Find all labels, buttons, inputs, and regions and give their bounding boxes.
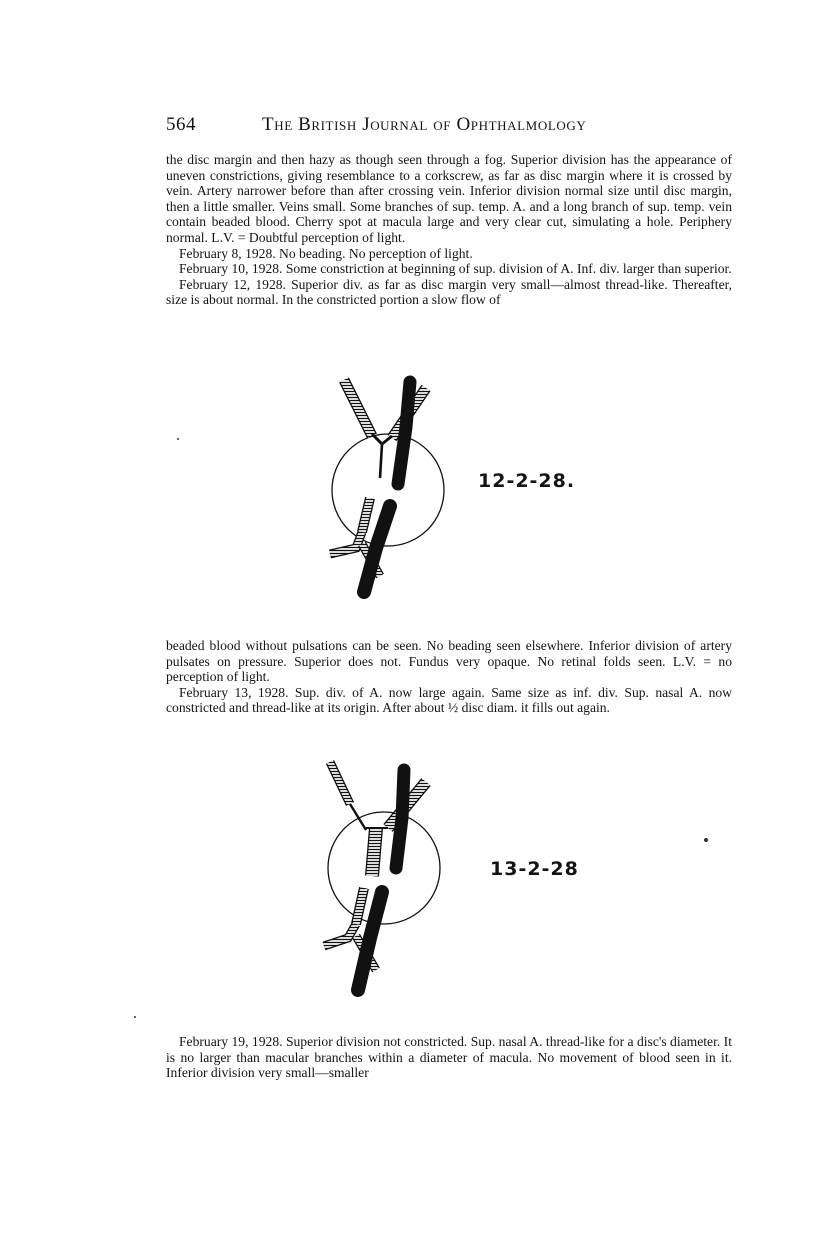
- fundus-sketch-12-2-28: [316, 372, 476, 600]
- figure-date-label: 13-2-28: [490, 858, 579, 880]
- artery-sup-temporal-branch: [344, 380, 372, 436]
- print-speck: [177, 438, 179, 440]
- case-notes-part-1: [166, 152, 732, 308]
- print-speck: [704, 838, 708, 842]
- case-notes-part-2: [166, 638, 732, 716]
- sup-nasal-thread-like-origin: [350, 804, 366, 830]
- fundus-sketch-drawing: [316, 758, 476, 998]
- figure-date-label: 12-2-28.: [478, 470, 576, 492]
- case-notes-part-3: [166, 1034, 732, 1081]
- paragraph-feb-12: February 12, 1928. Superior div. as far as disc margin very small—almost thread-like. Thereafter, size is about normal. In the constricted portion a slow flow of: [166, 276, 732, 308]
- artery-inferior-division: [356, 888, 364, 924]
- print-speck: [134, 1016, 136, 1018]
- paragraph-continued: beaded blood without pulsations can be seen. No beading seen elsewhere. Inferior division of artery pulsates on pressure. Superior does not. Fundus very opaque. No retinal folds seen. L.V. = no perception of light.: [166, 638, 732, 685]
- fundus-sketch-drawing: [316, 372, 476, 600]
- paragraph-feb-8: February 8, 1928. No beading. No perception of light.: [179, 245, 473, 261]
- artery-sup-nasal-branch: [330, 762, 350, 804]
- paragraph-feb-13: February 13, 1928. Sup. div. of A. now large again. Same size as inf. div. Sup. nasal A. now constricted and thread-like at its origin. After about ½ disc diam. it fills out again.: [166, 684, 732, 716]
- vein-superior: [398, 382, 410, 484]
- paragraph-feb-19: February 19, 1928. Superior division not constricted. Sup. nasal A. thread-like for a disc's diameter. It is no larger than macular branches within a diameter of macula. No movement of blood seen in it. Inferior division very small—smaller: [166, 1034, 732, 1081]
- page-number: 564: [166, 114, 196, 135]
- journal-title: The British Journal of Ophthalmology: [262, 114, 587, 135]
- paragraph-feb-10: February 10, 1928. Some constriction at beginning of sup. division of A. Inf. div. larger than superior.: [179, 261, 732, 277]
- fundus-sketch-13-2-28: [316, 758, 476, 998]
- running-header: [166, 114, 732, 142]
- vein-superior: [396, 770, 404, 868]
- artery-superior-division: [372, 828, 376, 876]
- sup-division-thread-like: [380, 444, 382, 478]
- artery-inf-nasal-branch: [324, 924, 356, 946]
- paragraph-continued: the disc margin and then hazy as though seen through a fog. Superior division has the appearance of uneven constrictions, giving resemblance to a corkscrew, as far as disc margin where it is crossed by vein. Artery narrower before than after crossing vein. Inferior division normal size until disc margin, then a little smaller. Veins small. Some branches of sup. temp. A. and a long branch of sup. temp. vein contain beaded blood. Cherry spot at macula large and very clear cut, simulating a hole. Periphery normal. L.V. = Doubtful perception of light.: [166, 152, 732, 245]
- artery-inferior-division: [362, 498, 370, 532]
